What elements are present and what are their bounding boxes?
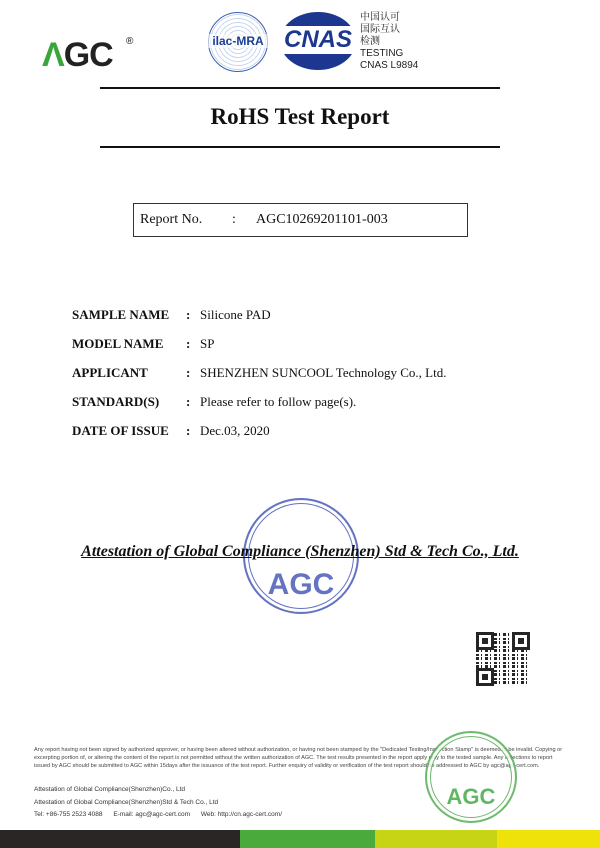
field-label: SAMPLE NAME [72,307,170,322]
footer-company-2: Attestation of Global Compliance(Shenzhen)Std & Tech Co., Ltd [34,799,219,806]
footer-bar-lime [375,830,497,848]
footer-bar-dark [0,830,240,848]
footer-company-1: Attestation of Global Compliance(Shenzhen)Co., Ltd [34,786,186,793]
cn-line: 中国认可 [360,12,400,23]
cnas-logo-text: CNAS [274,26,362,54]
disclaimer-text: Any report having not been signed by authorized approver, or having been altered without authorization, or having not been stamped by the "Dedicated Testing/Inspection Stamp" is deemed to be invalid. Copying or excerpting portion of, or altering the content of the report is not permitted without the written authorization of AGC. The test results presented in the report apply only to the tested sample. Any objections to report issued by AGC should be submitted to AGC within 15days after the issuance of the test report. Further enquiry of validity or verification of the test report should be addressed to AGC by agc@agc-cert.com. [34,747,563,769]
agc-logo: ΛGC [42,36,113,74]
stamp-text: AGC [267,568,335,601]
field-value: SHENZHEN SUNCOOL Technology Co., Ltd. [200,365,447,380]
report-no-label: Report No. [140,212,203,227]
cnas-number: CNAS L9894 [360,60,419,71]
footer-bar-green [240,830,375,848]
field-colon: : [186,307,191,322]
cn-line: 国际互认 [360,24,400,35]
field-value: Please refer to follow page(s). [200,394,357,409]
field-colon: : [186,423,191,438]
footer-contact: Tel: +86-755 2523 4088 E-mail: agc@agc-cert.com Web: http://cn.agc-cert.com/ [34,811,282,818]
footer-bar-yellow [497,830,600,848]
field-value: Dec.03, 2020 [200,423,270,438]
divider [100,146,500,148]
cn-line: 检测 [360,36,380,47]
report-number-box [133,203,468,237]
field-value: Silicone PAD [200,307,271,322]
ilac-logo-text: ilac-MRA [206,34,270,48]
page-title: RoHS Test Report [210,104,390,129]
qr-code [476,632,530,686]
field-label: STANDARD(S) [72,394,160,409]
field-label: APPLICANT [72,365,148,380]
field-value: SP [200,336,215,351]
stamp-text: AGC [446,784,496,809]
field-label: DATE OF ISSUE [72,423,169,438]
field-colon: : [186,394,191,409]
cnas-accreditation-text [360,12,418,72]
field-label: MODEL NAME [72,336,164,351]
field-colon: : [186,365,191,380]
field-colon: : [186,336,191,351]
registered-mark: ® [126,36,134,47]
cnas-logo [280,12,356,70]
testing-stamp [425,731,517,823]
report-no-colon: : [232,212,236,227]
attestation-company-name: Attestation of Global Compliance (Shenzhen) Std & Tech Co., Ltd. [81,543,519,560]
report-no-value: AGC10269201101-003 [256,212,388,227]
testing-label: TESTING [360,48,404,59]
divider [100,87,500,89]
ilac-mra-logo [208,12,268,72]
